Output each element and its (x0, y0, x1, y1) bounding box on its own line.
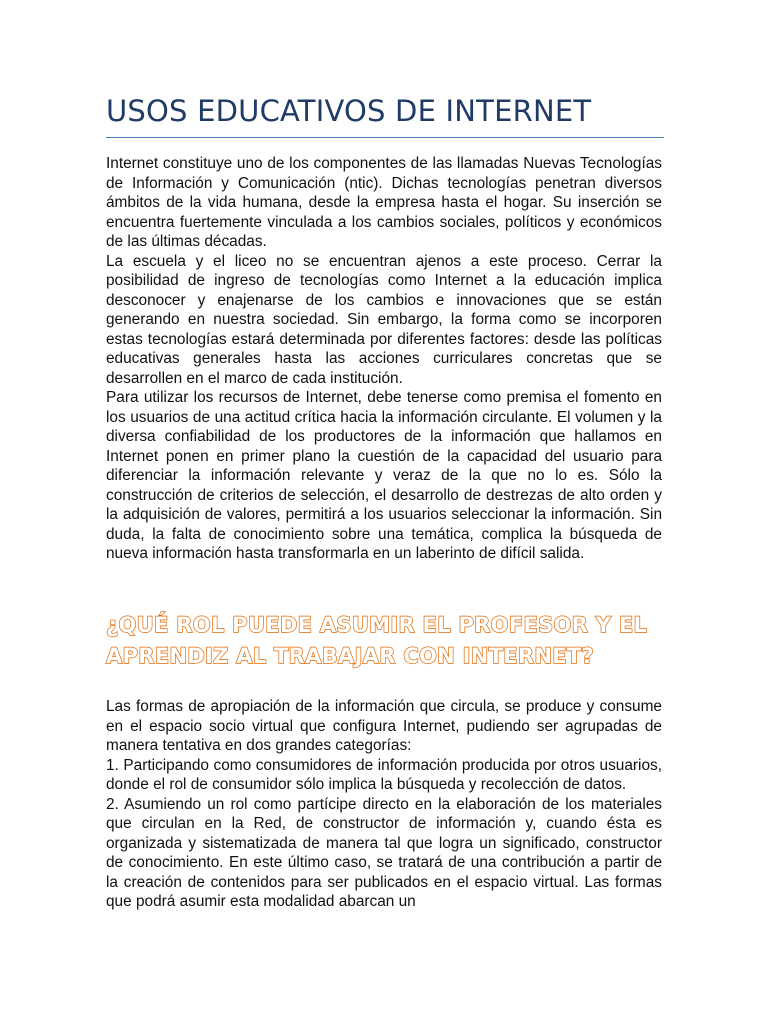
list-item: 1. Participando como consumidores de información producida por otros usuarios, donde el rol de consumidor sólo implica la búsqueda y recolección de datos. (106, 756, 662, 793)
intro-text (106, 154, 662, 564)
page-title: USOS EDUCATIVOS DE INTERNET (106, 94, 592, 128)
title-underline (106, 137, 664, 138)
paragraph: Internet constituye uno de los componentes de las llamadas Nuevas Tecnologías de Información y Comunicación (ntic). Dichas tecnologías penetran diversos ámbitos de la vida humana, desde la empresa hasta el hogar. Su inserción se encuentra fuertemente vinculada a los cambios sociales, políticos y económicos de las últimas décadas. (106, 155, 662, 250)
section-text (106, 697, 662, 912)
paragraph: Las formas de apropiación de la información que circula, se produce y consume en el espacio socio virtual que configura Internet, pudiendo ser agrupadas de manera tentativa en dos grandes categorías: (106, 698, 662, 754)
paragraph: Para utilizar los recursos de Internet, debe tenerse como premisa el fomento en los usuarios de una actitud crítica hacia la información circulante. El volumen y la diversa confiabilidad de los productores de la información que hallamos en Internet ponen en primer plano la cuestión de la capacidad del usuario para diferenciar la información relevante y veraz de la que no lo es. Sólo la construcción de criterios de selección, el desarrollo de destrezas de alto orden y la adquisición de valores, permitirá a los usuarios seleccionar la información. Sin duda, la falta de conocimiento sobre una temática, complica la búsqueda de nueva información hasta transformarla en un laberinto de difícil salida. (106, 389, 662, 562)
list-item: 2. Asumiendo un rol como partícipe directo en la elaboración de los materiales que circulan en la Red, de constructor de información y, cuando ésta es organizada y sistematizada de manera tal que logra un significado, constructor de conocimiento. En este último caso, se tratará de una contribución a partir de la creación de contenidos para ser publicados en el espacio virtual. Las formas que podrá asumir esta modalidad abarcan un (106, 795, 662, 910)
paragraph: La escuela y el liceo no se encuentran ajenos a este proceso. Cerrar la posibilidad de ingreso de tecnologías como Internet a la educación implica desconocer y enajenarse de los cambios e innovaciones que se están generando en nuestra sociedad. Sin embargo, la forma como se incorporen estas tecnologías estará determinada por diferentes factores: desde las políticas educativas generales hasta las acciones curriculares concretas que se desarrollen en el marco de cada institución. (106, 252, 662, 387)
section-heading: ¿QUÉ ROL PUEDE ASUMIR EL PROFESOR Y EL APRENDIZ AL TRABAJAR CON INTERNET? (106, 613, 648, 668)
